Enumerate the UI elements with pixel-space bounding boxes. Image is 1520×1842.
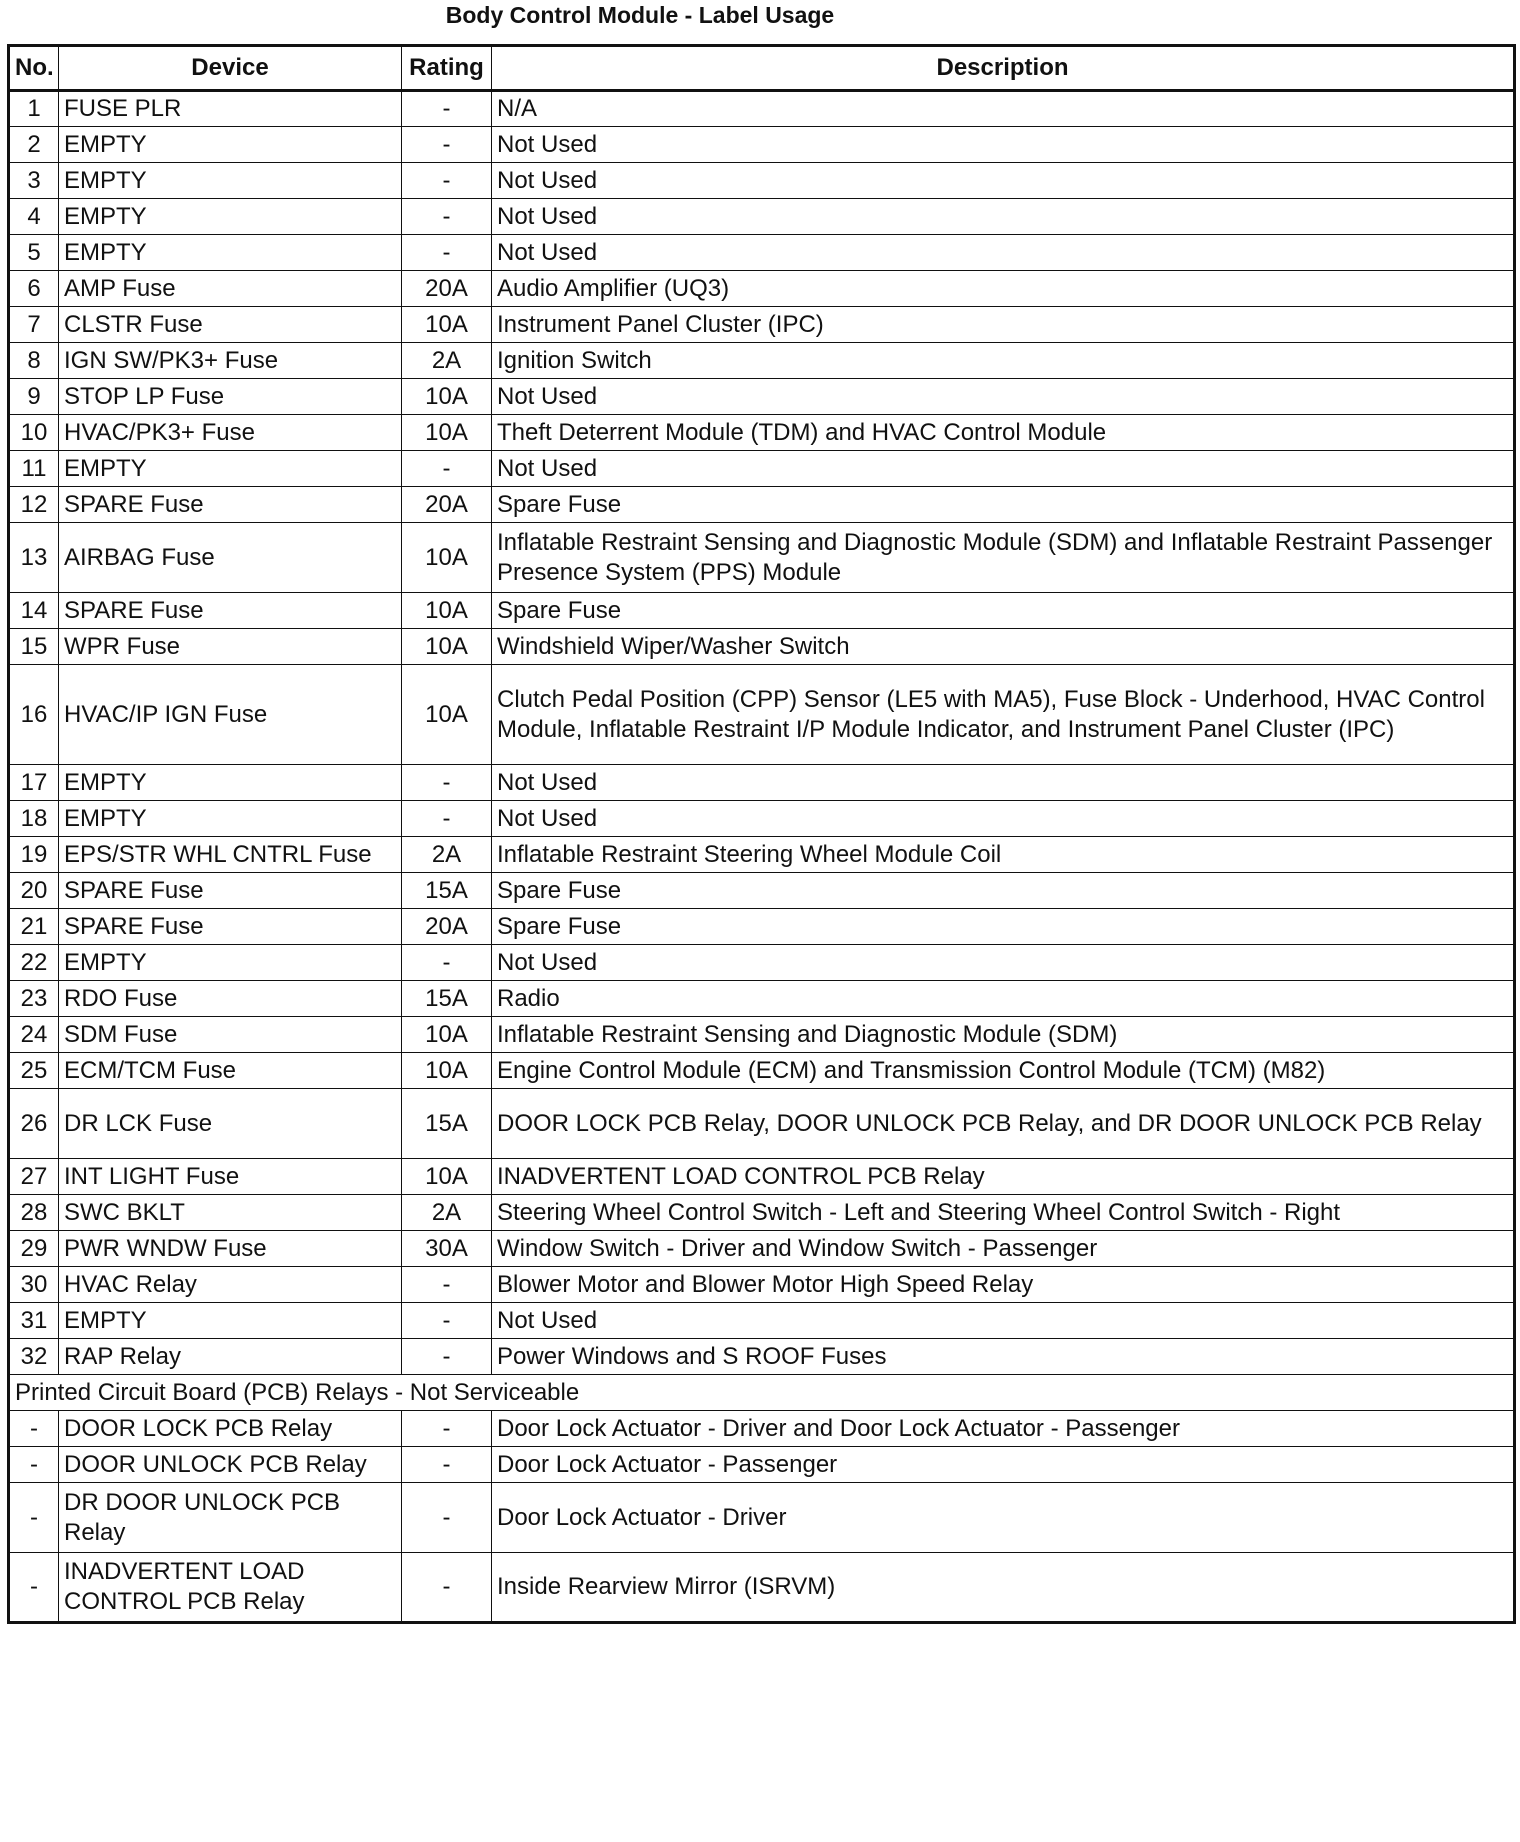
cell-device: INADVERTENT LOAD CONTROL PCB Relay — [59, 1553, 402, 1623]
cell-description: Not Used — [492, 765, 1515, 801]
cell-no: 11 — [9, 451, 59, 487]
cell-rating: 20A — [402, 487, 492, 523]
column-header-rating: Rating — [402, 46, 492, 91]
label-usage-table — [7, 44, 1516, 1624]
table-row — [9, 593, 1515, 629]
cell-rating: - — [402, 199, 492, 235]
cell-description: Radio — [492, 981, 1515, 1017]
cell-device: EMPTY — [59, 1303, 402, 1339]
table-row — [9, 1231, 1515, 1267]
cell-rating: 20A — [402, 909, 492, 945]
cell-no: 29 — [9, 1231, 59, 1267]
cell-description: Instrument Panel Cluster (IPC) — [492, 307, 1515, 343]
cell-description: Not Used — [492, 379, 1515, 415]
cell-rating: - — [402, 1339, 492, 1375]
cell-device: CLSTR Fuse — [59, 307, 402, 343]
cell-rating: 30A — [402, 1231, 492, 1267]
cell-description: Windshield Wiper/Washer Switch — [492, 629, 1515, 665]
cell-device: INT LIGHT Fuse — [59, 1159, 402, 1195]
cell-rating: - — [402, 765, 492, 801]
cell-device: HVAC/IP IGN Fuse — [59, 665, 402, 765]
cell-description: Spare Fuse — [492, 593, 1515, 629]
cell-rating: 10A — [402, 1053, 492, 1089]
cell-rating: - — [402, 163, 492, 199]
cell-rating: - — [402, 945, 492, 981]
table-row — [9, 163, 1515, 199]
column-header-description: Description — [492, 46, 1515, 91]
cell-rating: - — [402, 91, 492, 127]
cell-device: DR LCK Fuse — [59, 1089, 402, 1159]
table-row — [9, 909, 1515, 945]
cell-device: EMPTY — [59, 163, 402, 199]
cell-description: Power Windows and S ROOF Fuses — [492, 1339, 1515, 1375]
cell-device: STOP LP Fuse — [59, 379, 402, 415]
cell-no: 5 — [9, 235, 59, 271]
cell-no: 25 — [9, 1053, 59, 1089]
cell-description: Inflatable Restraint Steering Wheel Module Coil — [492, 837, 1515, 873]
table-row — [9, 1339, 1515, 1375]
cell-no: 27 — [9, 1159, 59, 1195]
cell-device: SPARE Fuse — [59, 873, 402, 909]
cell-description: Spare Fuse — [492, 909, 1515, 945]
cell-rating: 10A — [402, 629, 492, 665]
cell-device: IGN SW/PK3+ Fuse — [59, 343, 402, 379]
table-row — [9, 837, 1515, 873]
table-row — [9, 1053, 1515, 1089]
cell-rating: 2A — [402, 343, 492, 379]
cell-no: 24 — [9, 1017, 59, 1053]
cell-device: EMPTY — [59, 945, 402, 981]
cell-rating: 10A — [402, 1159, 492, 1195]
cell-device: RAP Relay — [59, 1339, 402, 1375]
table-row — [9, 271, 1515, 307]
table-row — [9, 523, 1515, 593]
cell-no: - — [9, 1553, 59, 1623]
cell-no: 28 — [9, 1195, 59, 1231]
page-title-text: Body Control Module - Label Usage — [445, 2, 835, 28]
table-header-row — [9, 46, 1515, 91]
cell-device: SWC BKLT — [59, 1195, 402, 1231]
cell-no: 23 — [9, 981, 59, 1017]
cell-device: SPARE Fuse — [59, 593, 402, 629]
table-row — [9, 127, 1515, 163]
cell-device: SPARE Fuse — [59, 909, 402, 945]
cell-rating: 15A — [402, 981, 492, 1017]
cell-description: Door Lock Actuator - Driver — [492, 1483, 1515, 1553]
table-row — [9, 629, 1515, 665]
cell-device: HVAC Relay — [59, 1267, 402, 1303]
cell-device: DOOR LOCK PCB Relay — [59, 1411, 402, 1447]
cell-no: 21 — [9, 909, 59, 945]
cell-description: Window Switch - Driver and Window Switch - Passenger — [492, 1231, 1515, 1267]
cell-no: - — [9, 1411, 59, 1447]
table-row — [9, 981, 1515, 1017]
cell-rating: 10A — [402, 523, 492, 593]
cell-no: 4 — [9, 199, 59, 235]
cell-no: 17 — [9, 765, 59, 801]
cell-no: 9 — [9, 379, 59, 415]
cell-no: 2 — [9, 127, 59, 163]
table-row — [9, 1159, 1515, 1195]
cell-description: Not Used — [492, 945, 1515, 981]
table-row — [9, 307, 1515, 343]
cell-no: 15 — [9, 629, 59, 665]
cell-no: 32 — [9, 1339, 59, 1375]
table-row — [9, 1267, 1515, 1303]
cell-rating: 15A — [402, 1089, 492, 1159]
cell-no: 10 — [9, 415, 59, 451]
section-row — [9, 1375, 1515, 1411]
table-row — [9, 235, 1515, 271]
cell-device: ECM/TCM Fuse — [59, 1053, 402, 1089]
cell-rating: - — [402, 451, 492, 487]
cell-description: Ignition Switch — [492, 343, 1515, 379]
cell-no: 26 — [9, 1089, 59, 1159]
cell-rating: - — [402, 1411, 492, 1447]
table-row — [9, 1303, 1515, 1339]
cell-no: 12 — [9, 487, 59, 523]
cell-device: EMPTY — [59, 801, 402, 837]
table-row — [9, 1553, 1515, 1623]
cell-no: 6 — [9, 271, 59, 307]
table-row — [9, 665, 1515, 765]
cell-device: EPS/STR WHL CNTRL Fuse — [59, 837, 402, 873]
cell-no: 7 — [9, 307, 59, 343]
cell-rating: 10A — [402, 1017, 492, 1053]
cell-device: SDM Fuse — [59, 1017, 402, 1053]
pcb-section-heading: Printed Circuit Board (PCB) Relays - Not Serviceable — [9, 1375, 1515, 1411]
table-row — [9, 1089, 1515, 1159]
cell-no: 16 — [9, 665, 59, 765]
pcb-section — [9, 1375, 1515, 1411]
table-row — [9, 199, 1515, 235]
cell-rating: 10A — [402, 665, 492, 765]
table-row — [9, 415, 1515, 451]
cell-no: 31 — [9, 1303, 59, 1339]
table-row — [9, 379, 1515, 415]
cell-rating: 20A — [402, 271, 492, 307]
cell-no: 3 — [9, 163, 59, 199]
cell-no: 20 — [9, 873, 59, 909]
cell-rating: - — [402, 801, 492, 837]
cell-no: - — [9, 1447, 59, 1483]
cell-device: SPARE Fuse — [59, 487, 402, 523]
table-row — [9, 1195, 1515, 1231]
cell-description: N/A — [492, 91, 1515, 127]
cell-rating: - — [402, 1267, 492, 1303]
cell-rating: - — [402, 1447, 492, 1483]
table-row — [9, 1483, 1515, 1553]
cell-no: 30 — [9, 1267, 59, 1303]
cell-description: Blower Motor and Blower Motor High Speed Relay — [492, 1267, 1515, 1303]
table-row — [9, 91, 1515, 127]
table-row — [9, 343, 1515, 379]
cell-description: Not Used — [492, 199, 1515, 235]
cell-description: Door Lock Actuator - Driver and Door Lock Actuator - Passenger — [492, 1411, 1515, 1447]
cell-device: EMPTY — [59, 451, 402, 487]
table-row — [9, 801, 1515, 837]
cell-description: Inflatable Restraint Sensing and Diagnostic Module (SDM) — [492, 1017, 1515, 1053]
cell-no: 18 — [9, 801, 59, 837]
cell-device: EMPTY — [59, 235, 402, 271]
cell-no: 14 — [9, 593, 59, 629]
cell-device: EMPTY — [59, 199, 402, 235]
cell-rating: 2A — [402, 1195, 492, 1231]
cell-no: 1 — [9, 91, 59, 127]
cell-no: 8 — [9, 343, 59, 379]
cell-description: Not Used — [492, 163, 1515, 199]
cell-description: Not Used — [492, 235, 1515, 271]
cell-rating: 10A — [402, 379, 492, 415]
cell-device: WPR Fuse — [59, 629, 402, 665]
table-row — [9, 765, 1515, 801]
cell-description: Inflatable Restraint Sensing and Diagnostic Module (SDM) and Inflatable Restraint Passenger Presence System (PPS) Module — [492, 523, 1515, 593]
cell-description: Engine Control Module (ECM) and Transmission Control Module (TCM) (M82) — [492, 1053, 1515, 1089]
column-header-no: No. — [9, 46, 59, 91]
table-row — [9, 873, 1515, 909]
cell-description: Door Lock Actuator - Passenger — [492, 1447, 1515, 1483]
cell-rating: 15A — [402, 873, 492, 909]
cell-device: EMPTY — [59, 765, 402, 801]
cell-device: PWR WNDW Fuse — [59, 1231, 402, 1267]
table-row — [9, 1411, 1515, 1447]
cell-description: Spare Fuse — [492, 873, 1515, 909]
cell-device: DOOR UNLOCK PCB Relay — [59, 1447, 402, 1483]
table-row — [9, 487, 1515, 523]
cell-description: Not Used — [492, 451, 1515, 487]
cell-no: 19 — [9, 837, 59, 873]
table-row — [9, 945, 1515, 981]
pcb-table-body — [9, 1411, 1515, 1623]
cell-rating: - — [402, 1483, 492, 1553]
cell-description: Not Used — [492, 801, 1515, 837]
cell-description: Inside Rearview Mirror (ISRVM) — [492, 1553, 1515, 1623]
cell-description: DOOR LOCK PCB Relay, DOOR UNLOCK PCB Relay, and DR DOOR UNLOCK PCB Relay — [492, 1089, 1515, 1159]
cell-no: 22 — [9, 945, 59, 981]
cell-description: Steering Wheel Control Switch - Left and Steering Wheel Control Switch - Right — [492, 1195, 1515, 1231]
table-row — [9, 1017, 1515, 1053]
cell-description: Not Used — [492, 127, 1515, 163]
cell-rating: - — [402, 127, 492, 163]
cell-device: DR DOOR UNLOCK PCB Relay — [59, 1483, 402, 1553]
table-body — [9, 91, 1515, 1375]
cell-description: Theft Deterrent Module (TDM) and HVAC Control Module — [492, 415, 1515, 451]
cell-rating: - — [402, 235, 492, 271]
column-header-device: Device — [59, 46, 402, 91]
page-title — [0, 0, 1520, 30]
cell-device: EMPTY — [59, 127, 402, 163]
table-row — [9, 1447, 1515, 1483]
cell-device: RDO Fuse — [59, 981, 402, 1017]
cell-rating: 10A — [402, 307, 492, 343]
cell-device: AMP Fuse — [59, 271, 402, 307]
cell-description: Audio Amplifier (UQ3) — [492, 271, 1515, 307]
cell-description: Not Used — [492, 1303, 1515, 1339]
cell-description: Spare Fuse — [492, 487, 1515, 523]
cell-rating: - — [402, 1303, 492, 1339]
cell-no: - — [9, 1483, 59, 1553]
cell-rating: 10A — [402, 593, 492, 629]
cell-no: 13 — [9, 523, 59, 593]
cell-device: FUSE PLR — [59, 91, 402, 127]
table-row — [9, 451, 1515, 487]
cell-description: INADVERTENT LOAD CONTROL PCB Relay — [492, 1159, 1515, 1195]
cell-rating: - — [402, 1553, 492, 1623]
cell-rating: 2A — [402, 837, 492, 873]
cell-device: HVAC/PK3+ Fuse — [59, 415, 402, 451]
cell-description: Clutch Pedal Position (CPP) Sensor (LE5 with MA5), Fuse Block - Underhood, HVAC Control Module, Inflatable Restraint I/P Module Indicator, and Instrument Panel Cluster (IPC) — [492, 665, 1515, 765]
cell-device: AIRBAG Fuse — [59, 523, 402, 593]
cell-rating: 10A — [402, 415, 492, 451]
